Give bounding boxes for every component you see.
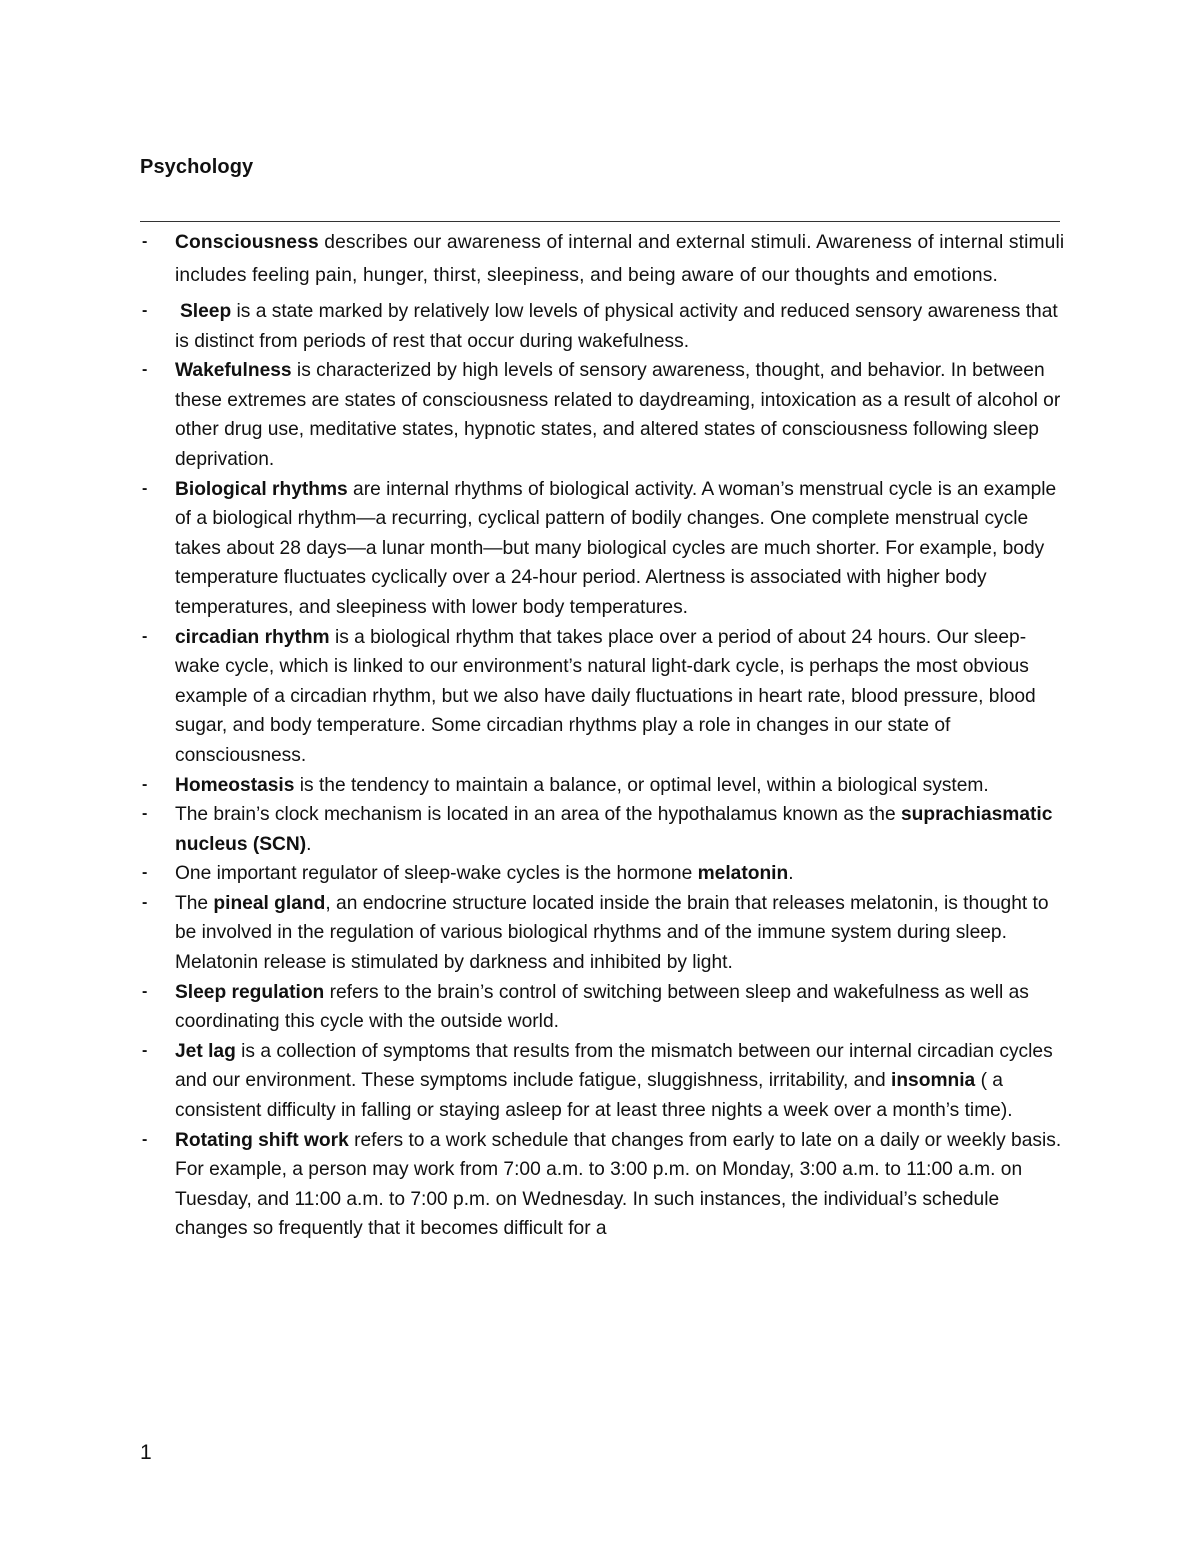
definition-text: The <box>175 892 214 914</box>
list-item <box>140 800 1070 859</box>
title-divider <box>140 221 1060 222</box>
definition-text: is characterized by high levels of sensory awareness, thought, and behavior. In between these extremes are states of consciousness related to daydreaming, intoxication as a result of alcohol or other drug use, meditative states, hypnotic states, and altered states of consciousness following sleep deprivation. <box>175 360 1061 470</box>
list-item <box>140 623 1070 771</box>
list-item <box>140 889 1070 978</box>
term: pineal gland <box>213 892 326 914</box>
list-item <box>140 859 1070 889</box>
definition-text: ( a consistent difficulty in falling or staying asleep for at least three nights a week over a month’s time). <box>175 1070 1013 1122</box>
bullet-dash: - <box>142 982 148 1000</box>
term: suprachiasmatic nucleus (SCN) <box>175 804 1053 855</box>
bullet-dash: - <box>142 1041 148 1059</box>
list-item <box>140 771 1070 801</box>
definition-text: . <box>788 863 794 885</box>
bullet-dash: - <box>142 627 148 645</box>
definition-text: describes our awareness of internal and external stimuli. Awareness of internal stimuli includes feeling pain, hunger, thirst, sleepiness, and being aware of our thoughts and emotions. <box>175 232 1065 286</box>
term: insomnia <box>891 1070 976 1092</box>
definition-text: is a state marked by relatively low levels of physical activity and reduced sensory awareness that is distinct from periods of rest that occur during wakefulness. <box>175 301 1058 352</box>
term: circadian rhythm <box>175 626 330 648</box>
bullet-dash: - <box>142 302 148 319</box>
definition-text: One important regulator of sleep-wake cycles is the hormone <box>175 863 698 885</box>
term: Sleep regulation <box>175 981 325 1003</box>
bullet-dash: - <box>142 361 148 379</box>
definition-text: refers to a work schedule that changes from early to late on a daily or weekly basis. For example, a person may work from 7:00 a.m. to 3:00 p.m. on Monday, 3:00 a.m. to 11:00 a.m. on Tuesday, and 11:00 a.m. to 7:00 p.m. on Wednesday. In such instances, the individual’s schedule changes so frequently that it becomes difficult for a <box>175 1129 1062 1240</box>
term: Homeostasis <box>175 774 295 796</box>
bullet-list <box>140 226 1070 1244</box>
list-item <box>140 297 1070 356</box>
list-item <box>140 356 1070 474</box>
bullet-dash: - <box>142 864 148 882</box>
definition-text: are internal rhythms of biological activity. A woman’s menstrual cycle is an example of a biological rhythm—a recurring, cyclical pattern of bodily changes. One complete menstrual cycle takes about 28 days—a lunar month—but many biological cycles are much shorter. For example, body temperature fluctuates cyclically over a 24-hour period. Alertness is associated with higher body temperatures, and sleepiness with lower body temperatures. <box>175 478 1057 618</box>
definition-text: is a collection of symptoms that results from the mismatch between our internal circadian cycles and our environment. These symptoms include fatigue, sluggishness, irritability, and <box>175 1040 1053 1092</box>
list-item <box>140 226 1070 292</box>
term: Biological rhythms <box>175 478 348 500</box>
bullet-dash: - <box>142 233 148 250</box>
list-item <box>140 978 1070 1037</box>
bullet-dash: - <box>142 1130 148 1148</box>
bullet-dash: - <box>142 805 148 823</box>
term: Wakefulness <box>175 360 292 382</box>
list-item <box>140 1037 1070 1126</box>
list-item <box>140 1126 1070 1244</box>
bullet-dash: - <box>142 479 148 497</box>
list-item <box>140 475 1070 623</box>
definition-text: is the tendency to maintain a balance, or optimal level, within a biological system. <box>294 774 989 796</box>
page-number: 1 <box>140 1441 152 1464</box>
definition-text: refers to the brain’s control of switching between sleep and wakefulness as well as coordinating this cycle with the outside world. <box>175 981 1029 1033</box>
document-title: Psychology <box>140 156 254 178</box>
bullet-dash: - <box>142 893 148 911</box>
definition-text: The brain’s clock mechanism is located in an area of the hypothalamus known as the <box>175 804 901 826</box>
definition-text: is a biological rhythm that takes place over a period of about 24 hours. Our sleep-wake cycle, which is linked to our environment’s natural light-dark cycle, is perhaps the most obvious example of a circadian rhythm, but we also have daily fluctuations in heart rate, blood pressure, blood sugar, and body temperature. Some circadian rhythms play a role in changes in our state of consciousness. <box>175 626 1036 766</box>
term: melatonin <box>697 863 789 885</box>
definition-text: . <box>306 833 312 855</box>
definition-text: , an endocrine structure located inside the brain that releases melatonin, is thought to be involved in the regulation of various biological rhythms and of the immune system during sleep. Melatonin release is stimulated by darkness and inhibited by light. <box>175 892 1049 974</box>
term: Sleep <box>180 301 232 322</box>
term: Rotating shift work <box>175 1129 349 1151</box>
term: Jet lag <box>175 1040 236 1062</box>
bullet-dash: - <box>142 775 148 793</box>
term: Consciousness <box>175 232 319 253</box>
